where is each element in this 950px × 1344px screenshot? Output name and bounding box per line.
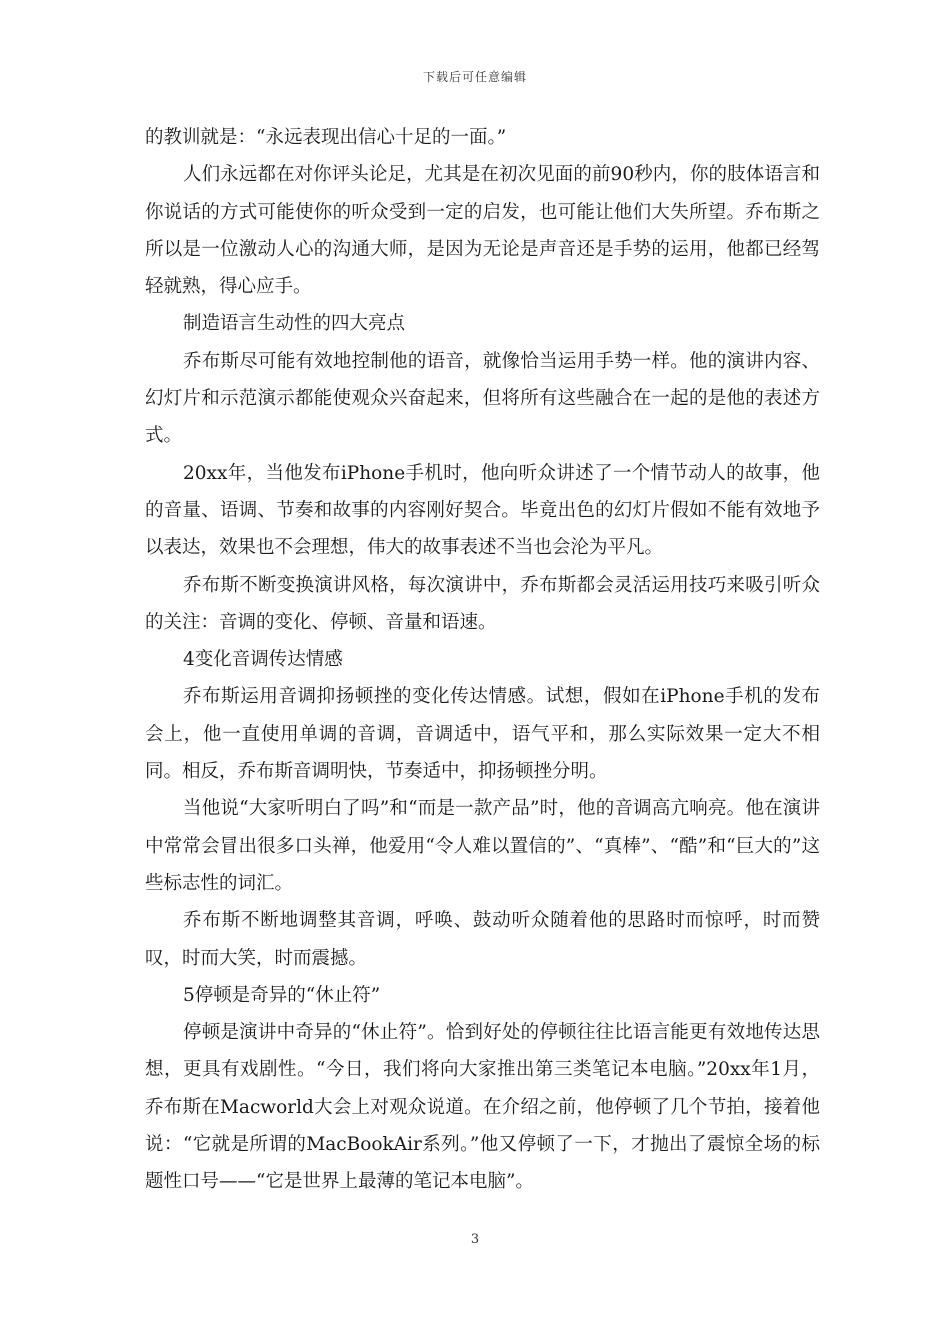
paragraph-6: 乔布斯运用音调抑扬顿挫的变化传达情感。试想，假如在iPhone手机的发布会上，他一直使用单调的音调，音调适中，语气平和，那么实际效果一定大不相同。相反，乔布斯音调明快，节奏适中，抑扬顿挫分明。 — [145, 686, 820, 783]
paragraph-5: 乔布斯不断变换演讲风格，每次演讲中，乔布斯都会灵活运用技巧来吸引听众的关注：音调的变化、停顿、音量和语速。 — [145, 574, 820, 633]
paragraph-7: 当他说“大家听明白了吗”和“而是一款产品”时，他的音调高亢响亮。他在演讲中常常会冒出很多口头禅，他爱用“令人难以置信的”、“真棒”、“酷”和“巨大的”这些标志性的词汇。 — [145, 798, 820, 894]
page-header: 下载后可任意编辑 — [422, 70, 527, 84]
paragraph-9: 停顿是演讲中奇异的“休止符”。恰到好处的停顿往往比语言能更有效地传达思想，更具有戏剧性。“今日，我们将向大家推出第三类笔记本电脑。”20xx年1月，乔布斯在Macworld大会上对观众说道。在介绍之前，他停顿了几个节拍，接着他说：“它就是所谓的MacBookAir系列。”他又停顿了一下，才抛出了震惊全场的标题性口号——“它是世界上最薄的笔记本电脑”。 — [145, 1022, 820, 1193]
paragraph-4: 20xx年，当他发布iPhone手机时，他向听众讲述了一个情节动人的故事，他的音量、语调、节奏和故事的内容刚好契合。毕竟出色的幻灯片假如不能有效地予以表达，效果也不会理想，伟大的故事表述不当也会沦为平凡。 — [145, 462, 820, 559]
section-heading-pitch: 4变化音调传达情感 — [183, 649, 343, 671]
section-heading-four-highlights: 制造语言生动性的四大亮点 — [183, 313, 406, 335]
page-number: 3 — [470, 1232, 480, 1247]
paragraph-2: 人们永远都在对你评头论足，尤其是在初次见面的前90秒内，你的肢体语言和你说话的方式可能使你的听众受到一定的启发，也可能让他们大失所望。乔布斯之所以是一位激动人心的沟通大师，是因为无论是声音还是手势的运用，他都已经驾轻就熟，得心应手。 — [145, 164, 820, 298]
document-body — [145, 119, 820, 1201]
paragraph-8: 乔布斯不断地调整其音调，呼唤、鼓动听众随着他的思路时而惊呼，时而赞叹，时而大笑，时而震撼。 — [145, 910, 820, 969]
paragraph-3: 乔布斯尽可能有效地控制他的语音，就像恰当运用手势一样。他的演讲内容、幻灯片和示范演示都能使观众兴奋起来，但将所有这些融合在一起的是他的表述方式。 — [145, 350, 820, 447]
paragraph-1: 的教训就是：“永远表现出信心十足的一面。” — [145, 127, 507, 148]
section-heading-pause: 5停顿是奇异的“休止符” — [183, 984, 381, 1006]
